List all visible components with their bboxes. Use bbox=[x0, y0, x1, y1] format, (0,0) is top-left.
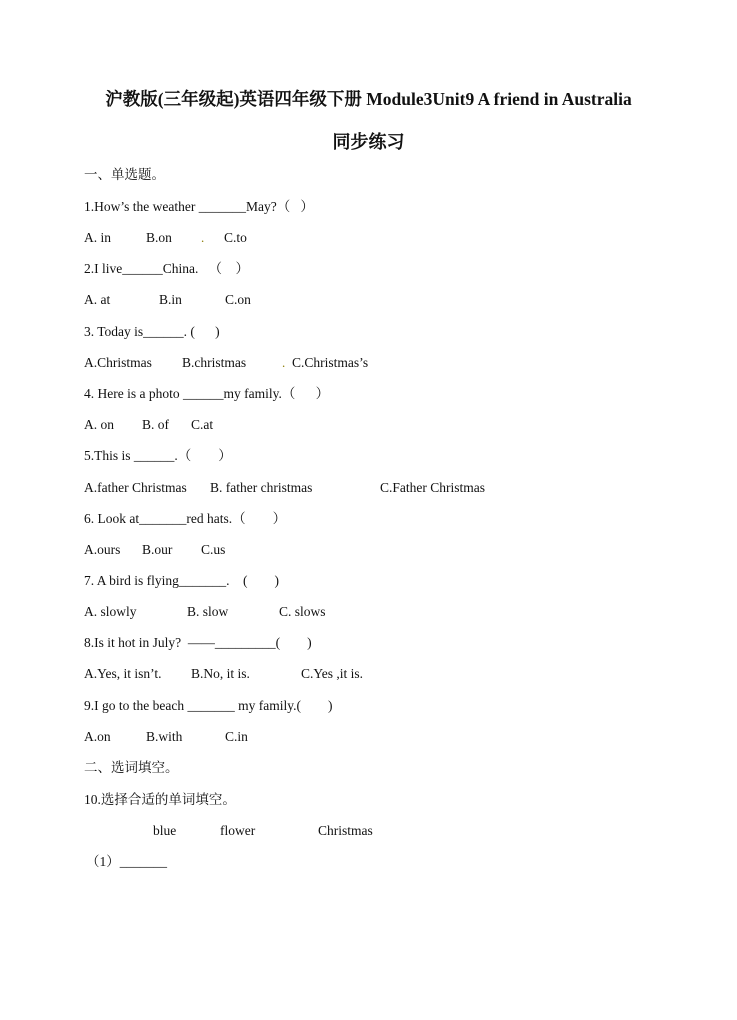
option-b: B. slow bbox=[187, 604, 229, 619]
question-stem: 1.How’s the weather _______May?（ ） bbox=[84, 199, 314, 214]
section-heading-fill-in: 二、选词填空。 bbox=[84, 760, 179, 775]
word-bank-item: flower bbox=[220, 823, 256, 838]
question-stem: 3. Today is______. ( ) bbox=[84, 324, 220, 339]
option-a: A. on bbox=[84, 417, 114, 432]
question-stem: 2.I live______China. （ ） bbox=[84, 261, 249, 276]
option-c: C.Yes ,it is. bbox=[301, 666, 364, 681]
option-c: C. slows bbox=[279, 604, 326, 619]
option-c: C.at bbox=[191, 417, 214, 432]
option-a: A.Yes, it isn’t. bbox=[84, 666, 162, 681]
question-stem: 5.This is ______.（ ） bbox=[84, 448, 232, 463]
option-a: A.father Christmas bbox=[84, 480, 187, 495]
option-b: B.our bbox=[142, 542, 173, 557]
option-b: B.on bbox=[146, 230, 172, 245]
option-b: B. of bbox=[142, 417, 169, 432]
option-c: C.to bbox=[224, 230, 247, 245]
option-a: A. at bbox=[84, 292, 111, 307]
option-b: B.with bbox=[146, 729, 183, 744]
option-a: A.on bbox=[84, 729, 111, 744]
option-c: C.Father Christmas bbox=[380, 480, 485, 495]
option-a: A. in bbox=[84, 230, 111, 245]
question-stem: 4. Here is a photo ______my family.（ ） bbox=[84, 386, 330, 401]
document-title: 沪教版(三年级起)英语四年级下册 Module3Unit9 A friend in Australia bbox=[105, 89, 632, 109]
option-c: C.in bbox=[225, 729, 248, 744]
question-stem: 6. Look at_______red hats.（ ） bbox=[84, 511, 287, 526]
option-a: A.ours bbox=[84, 542, 121, 557]
option-b: B.No, it is. bbox=[191, 666, 250, 681]
option-c: C.on bbox=[225, 292, 251, 307]
option-a: A.Christmas bbox=[84, 355, 152, 370]
word-bank-item: blue bbox=[153, 823, 177, 838]
option-a: A. slowly bbox=[84, 604, 137, 619]
section-heading-single-choice: 一、单选题。 bbox=[84, 167, 165, 182]
option-b: B.in bbox=[159, 292, 182, 307]
option-c: C.Christmas’s bbox=[292, 355, 369, 370]
stray-dot-mark: . bbox=[282, 355, 286, 370]
document-subtitle: 同步练习 bbox=[332, 132, 405, 152]
question-stem: 9.I go to the beach _______ my family.( ) bbox=[84, 698, 333, 713]
word-bank-item: Christmas bbox=[318, 823, 373, 838]
question-stem: 10.选择合适的单词填空。 bbox=[84, 792, 236, 807]
answer-blank: （1）_______ bbox=[86, 854, 167, 869]
option-b: B.christmas bbox=[182, 355, 247, 370]
question-stem: 7. A bird is flying_______. ( ) bbox=[84, 573, 279, 588]
question-stem: 8.Is it hot in July? ——_________( ) bbox=[84, 635, 312, 650]
option-b: B. father christmas bbox=[210, 480, 313, 495]
stray-dot-mark: . bbox=[201, 230, 205, 245]
option-c: C.us bbox=[201, 542, 226, 557]
